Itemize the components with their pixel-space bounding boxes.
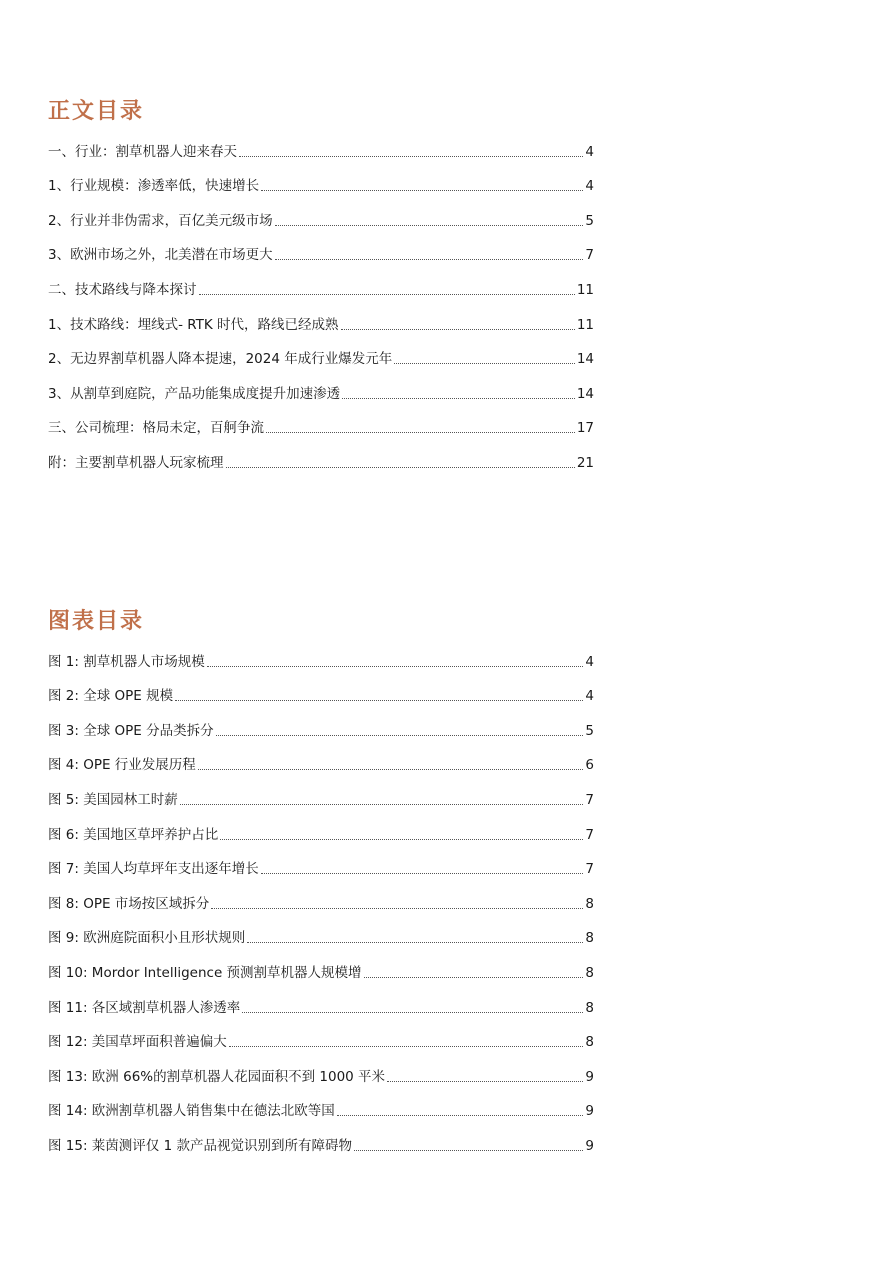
dot-leader [216, 734, 584, 736]
dot-leader [364, 976, 584, 978]
main-toc-list [48, 126, 594, 472]
toc-entry[interactable] [48, 809, 594, 844]
toc-entry[interactable] [48, 1120, 594, 1155]
dot-leader [226, 466, 575, 468]
toc-entry[interactable] [48, 844, 594, 879]
main-toc-title: 正文目录 [48, 98, 145, 124]
toc-entry[interactable] [48, 947, 594, 982]
toc-entry-page: 17 [576, 420, 594, 437]
toc-entry-label: 图 10: Mordor Intelligence 预测割草机器人规模增 [48, 964, 362, 981]
dot-leader [275, 258, 584, 260]
dot-leader [354, 1149, 583, 1151]
dot-leader [199, 293, 575, 295]
toc-entry-page: 5 [585, 212, 594, 229]
toc-entry-page: 4 [585, 688, 594, 705]
dot-leader [342, 397, 575, 399]
toc-entry-label: 图 6: 美国地区草坪养护占比 [48, 826, 219, 843]
toc-entry-label: 图 12: 美国草坪面积普遍偏大 [48, 1034, 227, 1051]
toc-entry-label: 附：主要割草机器人玩家梳理 [48, 454, 224, 471]
toc-entry-page: 6 [585, 757, 594, 774]
toc-entry-page: 8 [585, 1034, 594, 1051]
toc-entry-page: 8 [585, 999, 594, 1016]
toc-entry-label: 1、行业规模：渗透率低，快速增长 [48, 178, 260, 195]
toc-entry[interactable] [48, 264, 594, 299]
toc-entry[interactable] [48, 161, 594, 196]
dot-leader [394, 362, 575, 364]
dot-leader [337, 1114, 584, 1116]
toc-entry-label: 图 5: 美国园林工时薪 [48, 791, 178, 808]
toc-entry-label: 图 7: 美国人均草坪年支出逐年增长 [48, 861, 259, 878]
toc-entry-label: 图 8: OPE 市场按区域拆分 [48, 895, 210, 912]
dot-leader [211, 907, 583, 909]
toc-entry-label: 图 4: OPE 行业发展历程 [48, 757, 196, 774]
dot-leader [387, 1080, 583, 1082]
toc-entry[interactable] [48, 230, 594, 265]
toc-entry-page: 4 [585, 178, 594, 195]
toc-entry-page: 7 [585, 861, 594, 878]
toc-entry[interactable] [48, 1051, 594, 1086]
dot-leader [242, 1011, 583, 1013]
toc-entry-page: 4 [585, 653, 594, 670]
toc-entry[interactable] [48, 437, 594, 472]
toc-entry[interactable] [48, 334, 594, 369]
toc-entry-page: 7 [585, 826, 594, 843]
toc-entry[interactable] [48, 636, 594, 671]
toc-entry-page: 9 [585, 1137, 594, 1154]
dot-leader [220, 838, 583, 840]
dot-leader [275, 224, 584, 226]
dot-leader [341, 328, 575, 330]
toc-entry-page: 5 [585, 722, 594, 739]
toc-entry[interactable] [48, 195, 594, 230]
toc-entry[interactable] [48, 913, 594, 948]
toc-entry-label: 二、技术路线与降本探讨 [48, 281, 197, 298]
toc-entry-label: 一、行业：割草机器人迎来春天 [48, 143, 237, 160]
toc-entry-page: 14 [576, 351, 594, 368]
toc-entry-label: 2、无边界割草机器人降本提速，2024 年成行业爆发元年 [48, 351, 393, 368]
toc-entry-label: 图 2: 全球 OPE 规模 [48, 688, 174, 705]
dot-leader [261, 189, 583, 191]
toc-entry[interactable] [48, 878, 594, 913]
toc-entry-label: 图 14: 欧洲割草机器人销售集中在德法北欧等国 [48, 1103, 335, 1120]
toc-entry[interactable] [48, 403, 594, 438]
toc-entry-page: 21 [576, 454, 594, 471]
toc-entry[interactable] [48, 740, 594, 775]
toc-entry-page: 8 [585, 930, 594, 947]
toc-entry-page: 7 [585, 247, 594, 264]
toc-entry-label: 3、欧洲市场之外，北美潜在市场更大 [48, 247, 273, 264]
toc-entry[interactable] [48, 982, 594, 1017]
toc-entry[interactable] [48, 1086, 594, 1121]
toc-entry-label: 图 3: 全球 OPE 分品类拆分 [48, 722, 214, 739]
toc-entry-label: 2、行业并非伪需求，百亿美元级市场 [48, 212, 273, 229]
toc-entry[interactable] [48, 299, 594, 334]
toc-entry-page: 4 [585, 143, 594, 160]
toc-entry[interactable] [48, 705, 594, 740]
toc-entry-page: 9 [585, 1068, 594, 1085]
figure-toc-list [48, 636, 594, 1155]
toc-entry-page: 9 [585, 1103, 594, 1120]
dot-leader [207, 665, 584, 667]
toc-entry-label: 三、公司梳理：格局未定，百舸争流 [48, 420, 264, 437]
toc-entry-label: 1、技术路线：埋线式- RTK 时代，路线已经成熟 [48, 316, 339, 333]
toc-entry-label: 图 9: 欧洲庭院面积小且形状规则 [48, 930, 246, 947]
toc-entry-label: 图 15: 莱茵测评仅 1 款产品视觉识别到所有障碍物 [48, 1137, 352, 1154]
dot-leader [239, 155, 583, 157]
dot-leader [180, 803, 584, 805]
toc-entry[interactable] [48, 368, 594, 403]
toc-entry-page: 11 [576, 281, 594, 298]
toc-entry-label: 3、从割草到庭院，产品功能集成度提升加速渗透 [48, 385, 341, 402]
toc-entry-label: 图 11: 各区域割草机器人渗透率 [48, 999, 241, 1016]
main-toc-section [48, 96, 594, 472]
dot-leader [229, 1045, 584, 1047]
dot-leader [247, 941, 583, 943]
dot-leader [266, 431, 575, 433]
toc-entry[interactable] [48, 671, 594, 706]
dot-leader [198, 768, 584, 770]
dot-leader [175, 699, 583, 701]
toc-entry[interactable] [48, 774, 594, 809]
toc-entry-label: 图 13: 欧洲 66%的割草机器人花园面积不到 1000 平米 [48, 1068, 386, 1085]
toc-entry-page: 8 [585, 964, 594, 981]
toc-entry[interactable] [48, 1017, 594, 1052]
figure-toc-title: 图表目录 [48, 608, 145, 634]
toc-entry-page: 8 [585, 895, 594, 912]
toc-entry-page: 14 [576, 385, 594, 402]
toc-entry-page: 7 [585, 791, 594, 808]
dot-leader [261, 872, 584, 874]
toc-entry-label: 图 1: 割草机器人市场规模 [48, 653, 205, 670]
toc-entry-page: 11 [576, 316, 594, 333]
figure-toc-section [48, 606, 594, 1155]
toc-entry[interactable] [48, 126, 594, 161]
